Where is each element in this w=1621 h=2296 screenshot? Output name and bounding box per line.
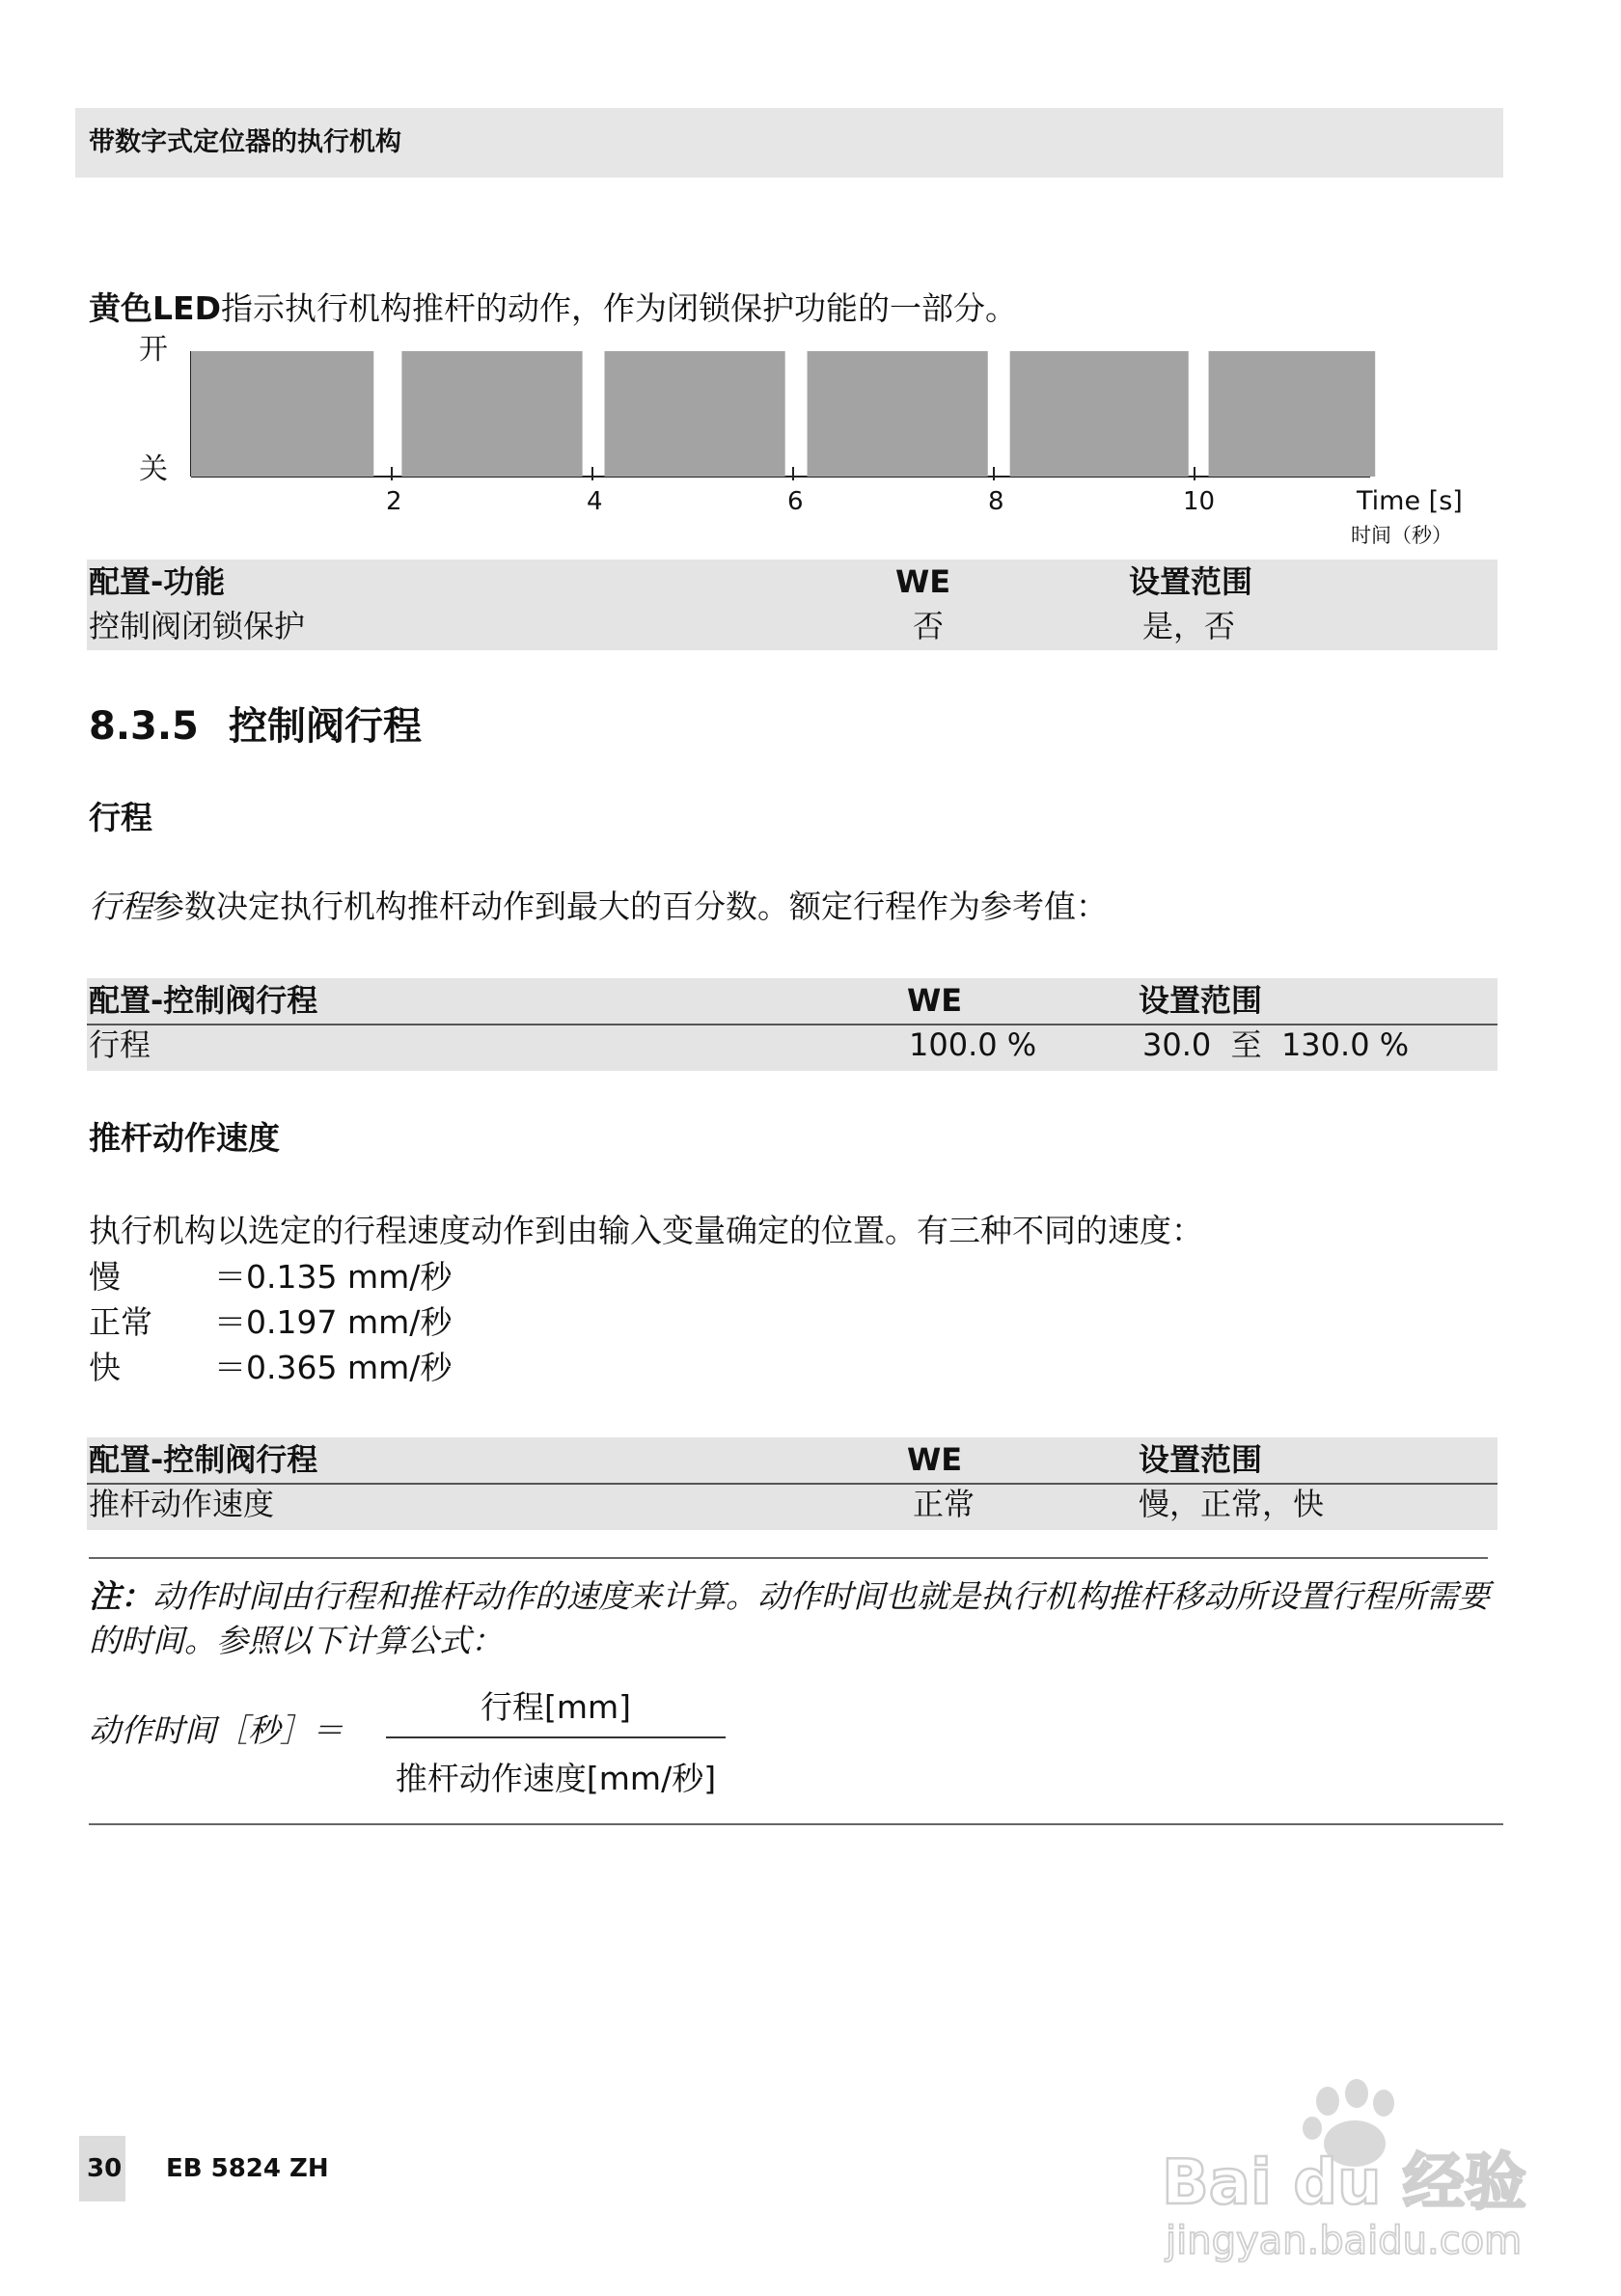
on-interval-bar (401, 351, 582, 477)
table-cell: 推杆动作速度 (89, 1486, 275, 1522)
table-header-cell: 配置-控制阀行程 (89, 1441, 318, 1478)
page-number: 30 (87, 2154, 123, 2183)
table-row (87, 1482, 1497, 1526)
speed-label: 慢 (89, 1258, 121, 1296)
fraction-line (386, 1736, 726, 1738)
on-interval-bar (808, 351, 988, 477)
table-row (87, 1023, 1497, 1067)
note-text (89, 1574, 1507, 1663)
travel-heading: 行程 (89, 799, 152, 836)
on-interval-bar (1010, 351, 1189, 477)
document-id: EB 5824 ZH (166, 2154, 329, 2183)
travel-paragraph (89, 886, 1108, 928)
table-cell: 控制阀闭锁保护 (89, 608, 306, 644)
intro-text (89, 287, 1017, 330)
speed-label: 正常 (89, 1303, 152, 1341)
x-tick-label: 2 (386, 487, 402, 516)
table-cell: 正常 (913, 1486, 975, 1522)
speed-value: ＝0.135 mm/秒 (214, 1258, 453, 1296)
x-tick-label: 6 (787, 487, 804, 516)
xlabel: Time [s] (1357, 486, 1463, 516)
section-title: 控制阀行程 (229, 704, 422, 749)
table-cell: 行程 (89, 1026, 151, 1063)
config-table-travel (87, 978, 1497, 1071)
speed-value: ＝0.197 mm/秒 (214, 1303, 453, 1341)
speed-item-slow (89, 1256, 452, 1298)
watermark-main: Bai du 经验 (1162, 2147, 1526, 2219)
on-interval-bar (191, 351, 373, 477)
note-rule-top (89, 1557, 1488, 1559)
intro-bold: 黄色LED (89, 289, 221, 327)
table-header-cell: 设置范围 (1139, 982, 1263, 1019)
table-header-cell: WE (907, 1441, 963, 1478)
travel-param-name: 行程 (89, 888, 152, 925)
table-header-cell: WE (895, 563, 951, 600)
note-body: 动作时间由行程和推杆动作的速度来计算。动作时间也就是执行机构推杆移动所设置行程所需要的时间。参照以下计算公式： (89, 1577, 1490, 1659)
table-header-cell: 设置范围 (1139, 1441, 1263, 1478)
config-table-function (87, 560, 1497, 650)
section-heading (89, 700, 422, 752)
running-header-title: 带数字式定位器的执行机构 (89, 127, 401, 157)
formula-denominator: 推杆动作速度[mm/秒] (395, 1760, 717, 1797)
table-cell: 30.0 至 130.0 % (1142, 1026, 1410, 1063)
table-header-cell: 配置-功能 (89, 563, 226, 600)
table-cell: 100.0 % (909, 1026, 1037, 1063)
travel-param-text: 参数决定执行机构推杆动作到最大的百分数。额定行程作为参考值： (152, 888, 1108, 925)
on-intervals (191, 351, 1375, 477)
table-header-cell: 设置范围 (1129, 563, 1253, 600)
note-rule-bottom (89, 1823, 1503, 1825)
table-row (87, 604, 1497, 648)
table-header-cell: 配置-控制阀行程 (89, 982, 318, 1019)
x-tick-label: 4 (587, 487, 603, 516)
x-tick-label: 8 (988, 487, 1004, 516)
baidu-watermark (1158, 2074, 1544, 2267)
speed-value: ＝0.365 mm/秒 (214, 1349, 453, 1386)
table-header-row (87, 1437, 1497, 1482)
x-tick-label: 10 (1183, 487, 1216, 516)
led-timing-chart (125, 328, 1496, 560)
speed-heading: 推杆动作速度 (89, 1119, 280, 1157)
table-header-row (87, 560, 1497, 604)
note-label: 注： (89, 1577, 152, 1615)
formula-numerator: 行程[mm] (480, 1688, 632, 1726)
table-header-cell: WE (907, 982, 963, 1019)
ylabel-on: 开 (139, 333, 168, 367)
ylabel-off: 关 (139, 452, 168, 486)
table-cell: 慢，正常，快 (1139, 1486, 1325, 1522)
speed-item-normal (89, 1301, 452, 1344)
xlabel-sub: 时间（秒） (1351, 524, 1452, 547)
on-interval-bar (1209, 351, 1376, 477)
section-number: 8.3.5 (89, 704, 199, 749)
table-cell: 否 (913, 608, 945, 644)
speed-item-fast (89, 1347, 452, 1389)
table-header-row (87, 978, 1497, 1023)
intro-rest: 指示执行机构推杆的动作，作为闭锁保护功能的一部分。 (220, 289, 1017, 327)
speed-label: 快 (89, 1349, 121, 1386)
watermark-url: jingyan.baidu.com (1166, 2219, 1523, 2263)
speed-paragraph: 执行机构以选定的行程速度动作到由输入变量确定的位置。有三种不同的速度： (89, 1212, 1203, 1249)
config-table-speed (87, 1437, 1497, 1530)
table-cell: 是，否 (1142, 608, 1236, 644)
on-interval-bar (604, 351, 784, 477)
formula-left: 动作时间［秒］＝ (89, 1711, 343, 1749)
